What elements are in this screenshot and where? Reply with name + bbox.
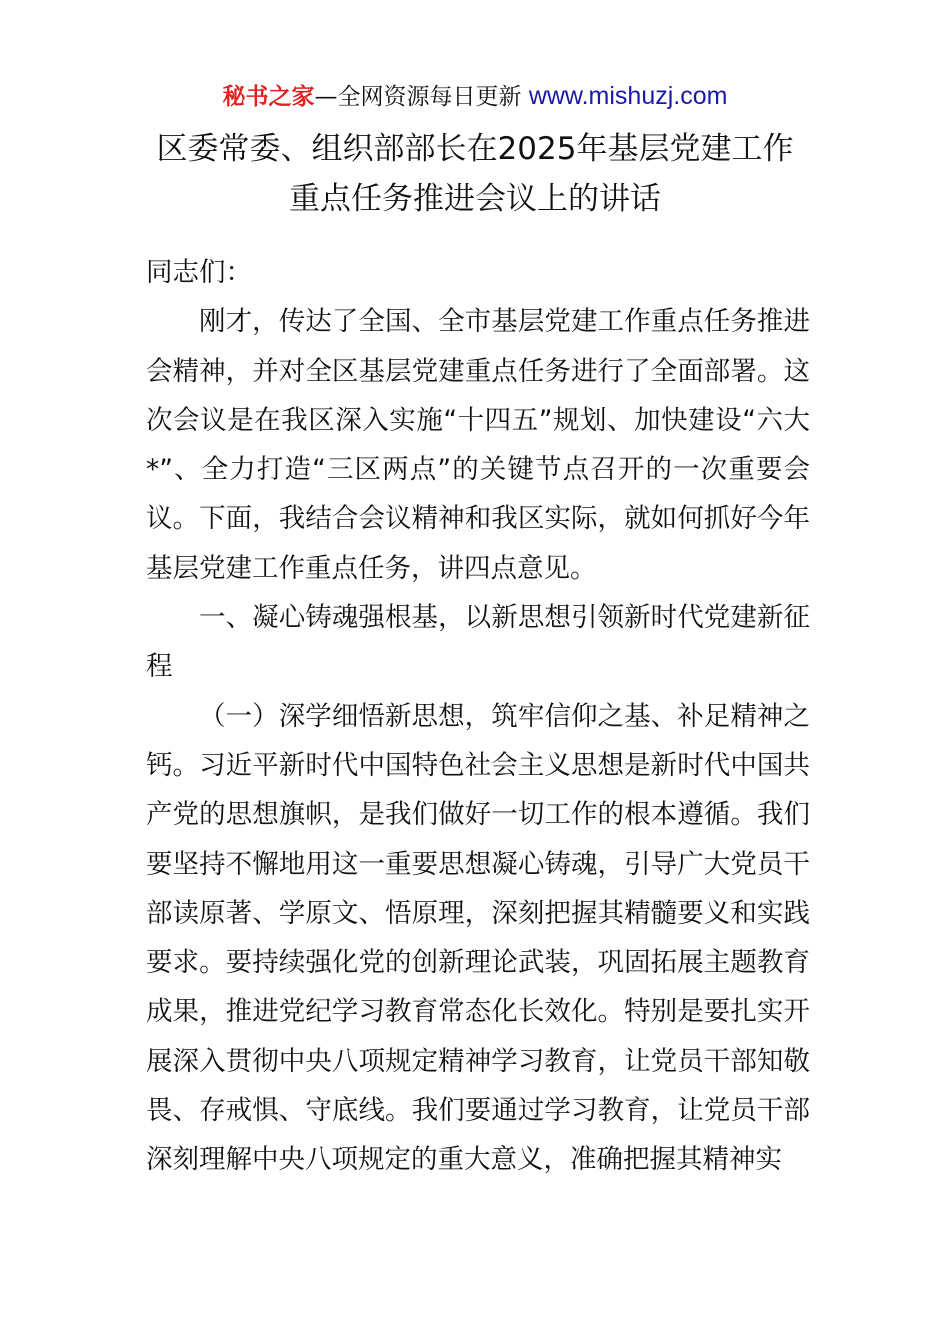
site-header [0,80,950,113]
paragraph-subsection-1: （一）深学细悟新思想，筑牢信仰之基、补足精神之钙。习近平新时代中国特色社会主义思想是新时代中国共产党的思想旗帜，是我们做好一切工作的根本遵循。我们要坚持不懈地用这一重要思想凝心铸魂，引导广大党员干部读原著、学原文、悟原理，深刻把握其精髓要义和实践要求。要持续强化党的创新理论武装，巩固拓展主题教育成果，推进党纪学习教育常态化长效化。特别是要扎实开展深入贯彻中央八项规定精神学习教育，让党员干部知敬畏、存戒惧、守底线。我们要通过学习教育，让党员干部深刻理解中央八项规定的重大意义，准确把握其精神实 [146,700,810,1176]
section-heading-1: 一、凝心铸魂强根基，以新思想引领新时代党建新征程 [146,602,810,683]
site-tagline: —全网资源每日更新 [314,84,522,110]
site-name: 秘书之家 [222,84,315,110]
document-title-line-2: 重点任务推进会议上的讲话 [289,181,661,217]
document-title-line-1: 区委常委、组织部部长在2025年基层党建工作 [156,131,794,167]
paragraph-intro: 刚才，传达了全国、全市基层党建工作重点任务推进会精神，并对全区基层党建重点任务进行了全面部署。这次会议是在我区深入实施“十四五”规划、加快建设“六大*”、全力打造“三区两点”的关键节点召开的一次重要会议。下面，我结合会议精神和我区实际，就如何抓好今年基层党建工作重点任务，讲四点意见。 [146,306,810,584]
document-body [146,248,810,1185]
site-url-link[interactable]: www.mishuzj.com [528,82,728,110]
salutation: 同志们： [146,257,252,288]
document-title [60,124,890,224]
